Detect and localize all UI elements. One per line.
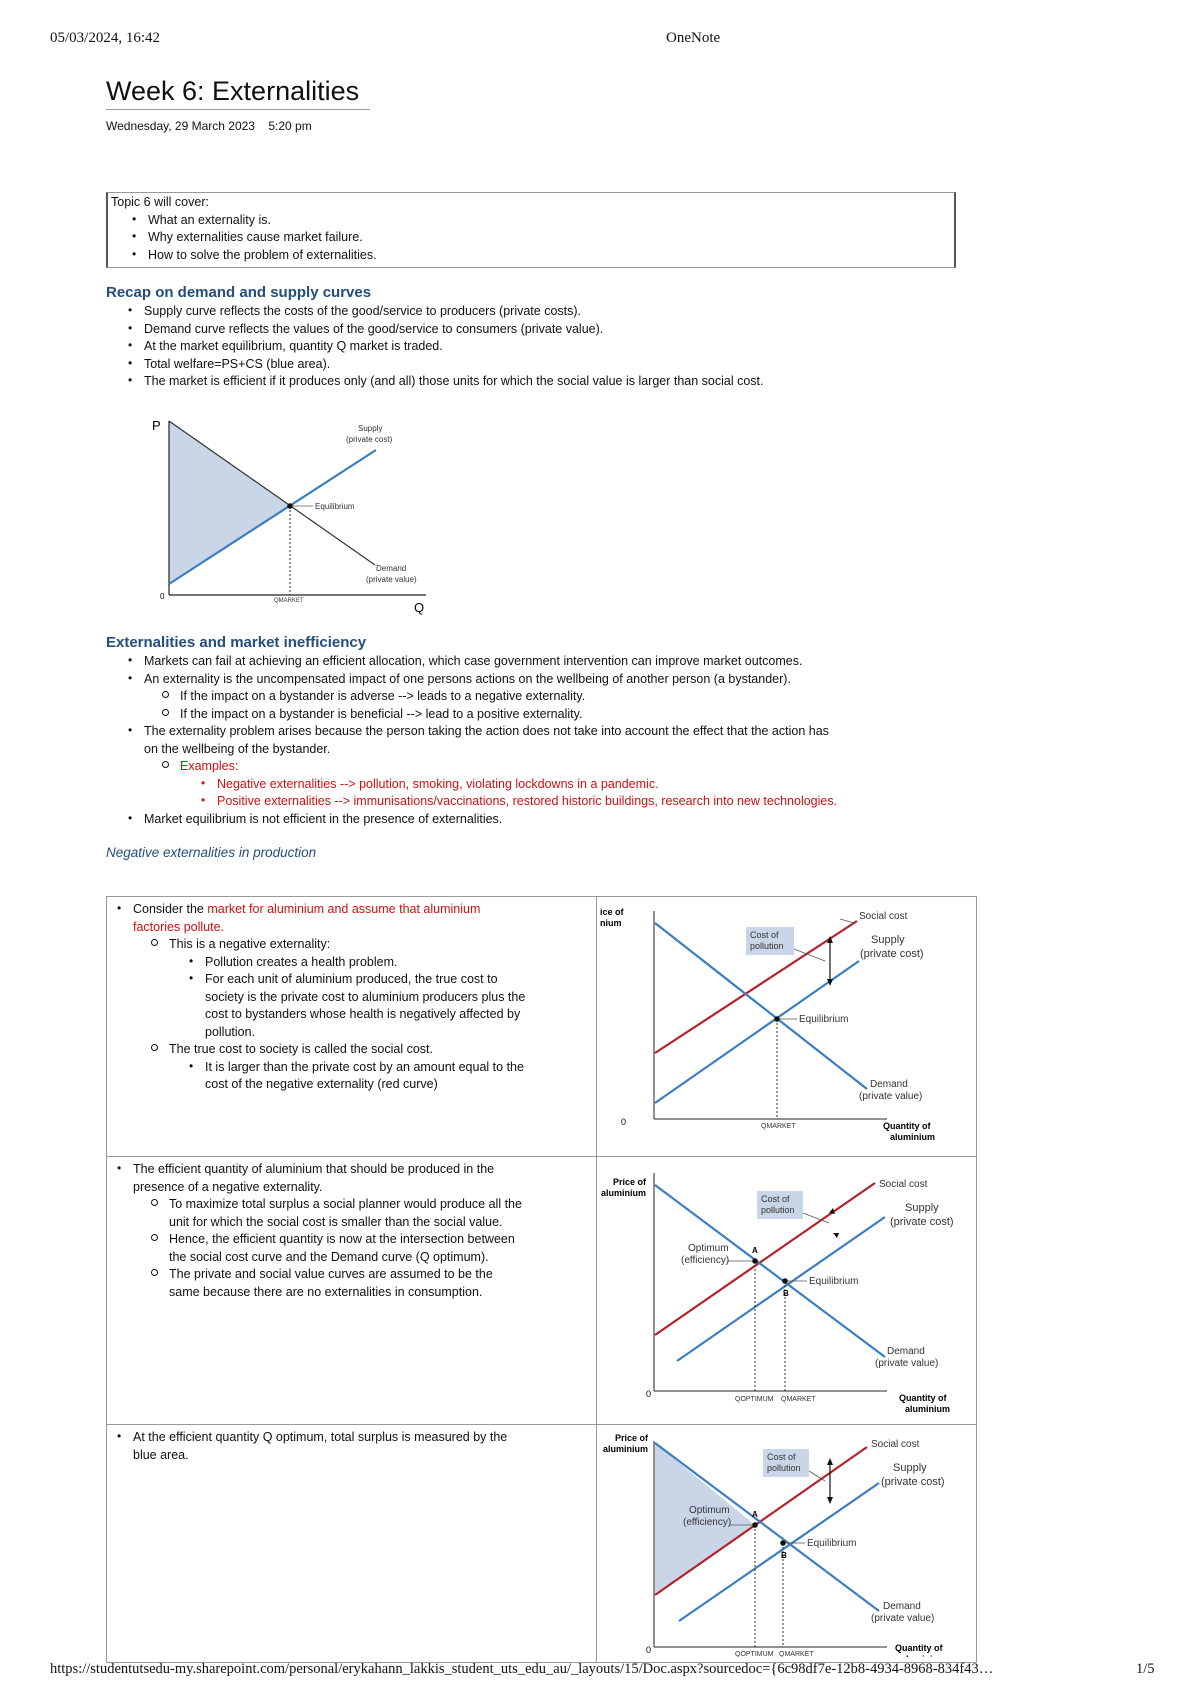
line: At the efficient quantity Q optimum, total surplus is measured by the [133, 1430, 508, 1444]
point-b-label: B [783, 1289, 789, 1298]
topic-box [106, 192, 956, 268]
section-heading-externalities: Externalities and market inefficiency [106, 634, 367, 651]
optimum-label: Optimum [688, 1243, 729, 1254]
highlight-text: market for aluminium and assume that aluminium [207, 902, 481, 916]
list-subitem [169, 1196, 590, 1231]
list-item [133, 1161, 590, 1196]
table-cell-chart [597, 1157, 977, 1425]
optimum-sublabel: (efficiency) [683, 1517, 732, 1528]
x-axis-label-2 [901, 1654, 946, 1657]
section-heading-recap: Recap on demand and supply curves [106, 284, 372, 301]
list-subitem: The true cost to society is called the social cost. [169, 1041, 590, 1059]
page-title: Week 6: Externalities [106, 76, 360, 106]
social-cost-label: Social cost [859, 911, 908, 922]
page-created [106, 119, 312, 133]
social-cost-label: Social cost [871, 1439, 920, 1450]
line: pollution. [205, 1024, 256, 1039]
x-axis-label-2: aluminium [905, 1404, 951, 1414]
line: cost of the negative externality (red curve) [205, 1077, 438, 1091]
table-row [107, 897, 977, 1157]
list-item [133, 1429, 590, 1464]
origin-label: 0 [646, 1389, 652, 1399]
y-axis-label: Price of [615, 1433, 649, 1443]
qmarket-label: QMARKET [781, 1396, 816, 1403]
optimum-point [752, 1258, 758, 1264]
arrow-head-down [827, 1497, 833, 1504]
list-item: • The market is efficient if it produces only (and all) those units for which the social value is larger than social cost. [144, 373, 964, 391]
optimum-sublabel: (efficiency) [681, 1255, 730, 1266]
list-item: • Markets can fail at achieving an efficient allocation, which case government intervention can improve market outcomes. [144, 653, 964, 671]
cost-of-pollution-label-2: pollution [761, 1205, 795, 1215]
origin-label: 0 [646, 1645, 652, 1655]
optimum-point [752, 1522, 758, 1528]
cost-of-pollution-label: Cost of [750, 930, 779, 940]
list-item [133, 901, 590, 936]
demand-sublabel: (private value) [366, 575, 417, 584]
demand-sublabel: (private value) [875, 1358, 939, 1369]
equilibrium-label: Equilibrium [809, 1276, 859, 1287]
supply-label: Supply [893, 1462, 927, 1474]
example-positive: • Positive externalities --> immunisations/vaccinations, restored historic buildings, research into new technologies. [217, 793, 964, 811]
print-page-number: 1/5 [1136, 1661, 1155, 1677]
externality-table [106, 896, 977, 1663]
subheading-negative-externalities: Negative externalities in production [106, 845, 317, 860]
arrow-head-up [827, 1458, 833, 1465]
line: cost to bystanders whose health is negatively affected by [205, 1007, 521, 1021]
list-item: • An externality is the uncompensated impact of one persons actions on the wellbeing of another person (a bystander). [144, 671, 964, 689]
supply-sublabel: (private cost) [890, 1216, 954, 1228]
y-axis-label-2: nium [600, 918, 622, 928]
list-item: • What an externality is. [148, 212, 954, 230]
topic-heading: Topic 6 will cover: [111, 195, 209, 209]
line: same because there are no externalities in consumption. [169, 1284, 483, 1299]
y-axis-label: Price of [613, 1177, 647, 1187]
line: The private and social value curves are assumed to be the [169, 1267, 493, 1281]
demand-label: Demand [883, 1601, 921, 1612]
supply-label: Supply [905, 1202, 939, 1214]
equilibrium-point [782, 1278, 788, 1284]
list-subsubitem [205, 1059, 590, 1094]
qmarket-label: QMARKET [274, 598, 304, 604]
list-item: • Market equilibrium is not efficient in the presence of externalities. [144, 811, 964, 829]
table-row [107, 1157, 977, 1425]
cost-of-pollution-label-2: pollution [750, 941, 784, 951]
line: For each unit of aluminium produced, the true cost to [205, 972, 498, 986]
social-cost-diagram [597, 897, 976, 1151]
list-subitem [169, 1266, 590, 1301]
equilibrium-label: Equilibrium [315, 502, 355, 511]
list-item: • Total welfare=PS+CS (blue area). [144, 356, 964, 374]
list-item [144, 723, 964, 758]
qoptimum-label: QOPTIMUM [735, 1396, 774, 1403]
y-axis-label-2: aluminium [603, 1444, 649, 1454]
x-axis-label-2: aluminium [890, 1132, 936, 1142]
social-cost-leader [840, 919, 854, 923]
supply-demand-diagram [140, 410, 440, 620]
examples-label: Examples: [180, 758, 964, 776]
y-axis-label: ice of [600, 907, 624, 917]
list-line: The externality problem arises because the person taking the action does not take into account the effect that the action has [144, 724, 829, 738]
supply-label: Supply [871, 934, 905, 946]
example-negative: • Negative externalities --> pollution, smoking, violating lockdowns in a pandemic. [217, 776, 964, 794]
optimum-diagram [597, 1157, 976, 1419]
total-surplus-diagram [597, 1425, 976, 1657]
equilibrium-point [287, 503, 293, 509]
y-axis-label-2: aluminium [601, 1188, 647, 1198]
demand-sublabel: (private value) [871, 1613, 935, 1624]
line: blue area. [133, 1447, 189, 1462]
list-subitem: If the impact on a bystander is adverse --> leads to a negative externality. [180, 688, 964, 706]
title-rule [106, 109, 370, 110]
list-item: • Why externalities cause market failure. [148, 229, 954, 247]
line: Hence, the efficient quantity is now at the intersection between [169, 1232, 515, 1246]
line: presence of a negative externality. [133, 1179, 323, 1194]
list-subitem: This is a negative externality: [169, 936, 590, 954]
qmarket-label: QMARKET [779, 1651, 814, 1657]
table-cell-text [107, 1425, 597, 1663]
line: unit for which the social cost is smaller than the social value. [169, 1214, 503, 1229]
recap-list [144, 303, 964, 391]
list-item: • How to solve the problem of externalities. [148, 247, 954, 265]
list-subitem [169, 1231, 590, 1266]
social-cost-label: Social cost [879, 1179, 928, 1190]
x-axis-label: Quantity of [883, 1121, 931, 1131]
equilibrium-label: Equilibrium [799, 1014, 849, 1025]
qoptimum-label: QOPTIMUM [735, 1651, 774, 1657]
line: The efficient quantity of aluminium that should be produced in the [133, 1162, 495, 1176]
page-date: Wednesday, 29 March 2023 [106, 119, 255, 133]
demand-sublabel: (private value) [859, 1091, 923, 1102]
x-axis-label: Quantity of [895, 1643, 943, 1653]
qmarket-label: QMARKET [761, 1123, 796, 1130]
cost-of-pollution-label-2: pollution [767, 1463, 801, 1473]
list-item: • Demand curve reflects the values of the good/service to consumers (private value). [144, 321, 964, 339]
point-b-label: B [781, 1551, 787, 1560]
list-subsubitem: • Pollution creates a health problem. [205, 954, 590, 972]
supply-sublabel: (private cost) [860, 948, 924, 960]
cost-of-pollution-label: Cost of [767, 1452, 796, 1462]
p-axis-label: P [152, 418, 161, 433]
list-item: • Supply curve reflects the costs of the good/service to producers (private costs). [144, 303, 964, 321]
externalities-list [144, 653, 964, 828]
arrow-head [833, 1233, 839, 1238]
equilibrium-point [780, 1540, 786, 1546]
table-row [107, 1425, 977, 1663]
print-app-name: OneNote [666, 30, 721, 46]
supply-sublabel: (private cost) [346, 435, 393, 444]
print-url: https://studentutsedu-my.sharepoint.com/personal/erykahann_lakkis_student_uts_edu_au/_layouts/15/Doc.aspx?sourcedoc={6c98df7e-12b8-4934-8968-834f43… [50, 1661, 994, 1677]
plain-text: Consider the [133, 902, 208, 916]
line: It is larger than the private cost by an amount equal to the [205, 1059, 524, 1074]
point-a-label: A [752, 1246, 758, 1255]
line: To maximize total surplus a social planner would produce all the [169, 1197, 522, 1211]
demand-label: Demand [887, 1346, 925, 1357]
origin-label: 0 [621, 1117, 627, 1127]
point-a-label: A [752, 1510, 758, 1519]
equilibrium-label: Equilibrium [807, 1538, 857, 1549]
table-cell-text [107, 1157, 597, 1425]
print-datetime: 05/03/2024, 16:42 [50, 30, 161, 46]
line: society is the private cost to aluminium producers plus the [205, 989, 526, 1004]
equilibrium-point [774, 1016, 780, 1022]
demand-label: Demand [376, 564, 407, 573]
table-cell-text [107, 897, 597, 1157]
demand-label: Demand [870, 1079, 908, 1090]
list-line: on the wellbeing of the bystander. [144, 741, 331, 756]
highlight-text: factories pollute. [133, 919, 225, 934]
list-subsubitem [205, 971, 590, 1041]
x-axis-label: Quantity of [899, 1393, 947, 1403]
supply-sublabel: (private cost) [881, 1476, 945, 1488]
table-cell-chart [597, 1425, 977, 1663]
welfare-area [169, 421, 290, 584]
supply-curve [677, 1217, 885, 1361]
q-axis-label: Q [414, 600, 425, 615]
pollution-leader [809, 1471, 825, 1481]
supply-label: Supply [358, 424, 383, 433]
optimum-label: Optimum [689, 1505, 730, 1516]
list-subitem: If the impact on a bystander is beneficial --> lead to a positive externality. [180, 706, 964, 724]
list-item: • At the market equilibrium, quantity Q market is traded. [144, 338, 964, 356]
topic-list [148, 212, 954, 265]
line: the social cost curve and the Demand curve (Q optimum). [169, 1249, 489, 1264]
origin-label: 0 [160, 592, 165, 601]
table-cell-chart [597, 897, 977, 1157]
cost-of-pollution-label: Cost of [761, 1194, 790, 1204]
page-time: 5:20 pm [268, 119, 312, 133]
